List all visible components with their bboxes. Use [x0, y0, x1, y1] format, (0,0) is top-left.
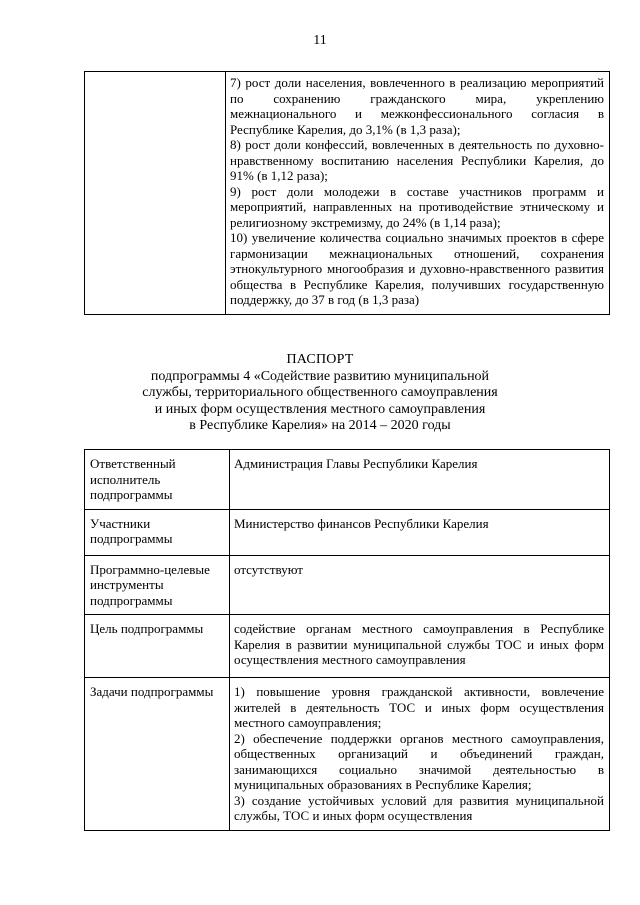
list-item: 9) рост доли молодежи в составе участников программ и мероприятий, направленных на противодействие этническому и религиозному экстремизму, до 24% (в 1,14 раза); — [230, 183, 604, 230]
row-label: Программно-целевые инструменты подпрограммы — [85, 555, 230, 615]
list-item: 10) увеличение количества социально значимых проектов в сфере гармонизации межнациональных отношений, сохранения этнокультурного многообразия и духовно-нравственного развития общества в Республике Карелия, получивших государственную поддержку, до 37 в год (в 1,3 раза) — [230, 230, 604, 307]
passport-heading: ПАСПОРТ — [286, 352, 354, 367]
page-number: 11 — [313, 33, 327, 48]
row-label: Задачи подпрограммы — [85, 678, 230, 831]
table-row — [85, 450, 610, 510]
row-label: Ответственный исполнитель подпрограммы — [85, 450, 230, 510]
empty-cell — [85, 72, 226, 315]
row-value — [230, 678, 610, 831]
passport-subtitle-line: службы, территориального общественного самоуправления — [142, 385, 498, 400]
passport-subtitle-line: в Республике Карелия» на 2014 – 2020 годы — [189, 418, 451, 433]
list-item: 3) создание устойчивых условий для развития муниципальной службы, ТОС и иных форм осуществления — [234, 792, 604, 823]
table-row — [85, 678, 610, 831]
row-value: содействие органам местного самоуправления в Республике Карелия в развитии муниципальной службы ТОС и иных форм осуществления местного самоуправления — [230, 615, 610, 678]
row-value: Администрация Главы Республики Карелия — [230, 450, 610, 510]
list-item: 8) рост доли конфессий, вовлеченных в деятельность по духовно-нравственному воспитанию населения Республики Карелия, до 91% (в 1,12 раза); — [230, 137, 604, 183]
list-item: 1) повышение уровня гражданской активности, вовлечение жителей в деятельность ТОС и иных форм осуществления местного самоуправления; — [234, 684, 604, 730]
table-row — [85, 615, 610, 678]
table-row — [85, 72, 610, 315]
targets-cell — [226, 72, 610, 315]
list-item: 7) рост доли населения, вовлеченного в реализацию мероприятий по сохранению гражданского мира, укреплению межнационального и межконфессионального согласия в Республике Карелия, до 3,1% (в 1,3 раза); — [230, 75, 604, 137]
list-item: 2) обеспечение поддержки органов местного самоуправления, общественных организаций и объединений граждан, занимающихся социально значимой деятельностью в муниципальных образованиях в Республике Карелия; — [234, 730, 604, 792]
targets-table — [84, 71, 610, 315]
table-row — [85, 555, 610, 615]
passport-subtitle-line: подпрограммы 4 «Содействие развитию муниципальной — [150, 368, 490, 384]
table-row — [85, 509, 610, 555]
row-value: Министерство финансов Республики Карелия — [230, 509, 610, 555]
row-value: отсутствуют — [230, 555, 610, 615]
passport-table — [84, 449, 610, 831]
row-label: Участники подпрограммы — [85, 509, 230, 555]
passport-subtitle-line: и иных форм осуществления местного самоуправления — [154, 401, 486, 417]
row-label: Цель подпрограммы — [85, 615, 230, 678]
passport-title — [0, 352, 640, 435]
